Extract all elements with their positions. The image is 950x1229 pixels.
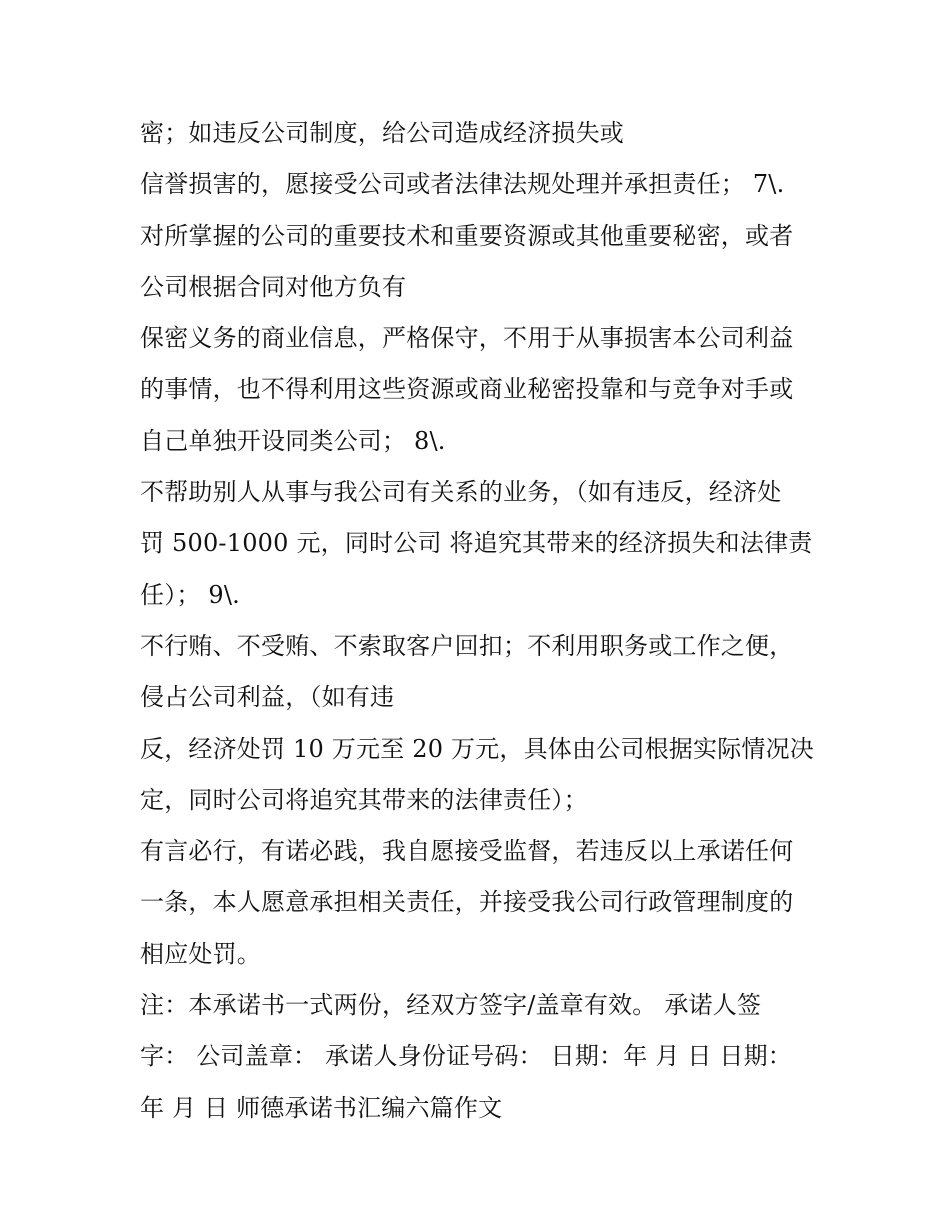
text-line: 定，同时公司将追究其带来的法律责任）； (140, 785, 588, 814)
text-line: 字： 公司盖章： 承诺人身份证号码： 日期：年 月 日 日期： (140, 1042, 792, 1071)
text-line: 有言必行，有诺必践，我自愿接受监督，若违反以上承诺任何 (140, 837, 794, 866)
text-line: 不行贿、不受贿、不索取客户回扣；不利用职务或工作之便， (140, 631, 794, 660)
text-line: 相应处罚。 (140, 939, 261, 968)
text-line: 侵占公司利益，（如有违 (140, 683, 395, 712)
text-line: 公司根据合同对他方负有 (140, 272, 407, 301)
text-line: 对所掌握的公司的重要技术和重要资源或其他重要秘密，或者 (140, 221, 794, 250)
text-line: 不帮助别人从事与我公司有关系的业务，（如有违反，经济处 (140, 478, 782, 507)
text-line: 的事情，也不得利用这些资源或商业秘密投靠和与竞争对手或 (140, 375, 794, 404)
text-line: 罚 500-1000 元，同时公司 将追究其带来的经济损失和法律责 (140, 529, 813, 558)
text-line: 保密义务的商业信息，严格保守，不用于从事损害本公司利益 (140, 324, 794, 353)
text-line: 信誉损害的，愿接受公司或者法律法规处理并承担责任； 7\. (140, 170, 785, 199)
text-line: 自己单独开设同类公司； 8\. (140, 426, 446, 455)
text-line: 密；如违反公司制度，给公司造成经济损失或 (140, 119, 624, 147)
text-line: 反，经济处罚 10 万元至 20 万元，具体由公司根据实际情况决 (140, 734, 814, 763)
text-line: 年 月 日 师德承诺书汇编六篇作文 (140, 1093, 503, 1122)
text-line: 注：本承诺书一式两份，经双方签字/盖章有效。 承诺人签 (140, 991, 762, 1020)
document-body (140, 108, 840, 1134)
text-line: 任）； 9\. (140, 580, 241, 609)
text-line: 一条，本人愿意承担相关责任，并接受我公司行政管理制度的 (140, 888, 794, 917)
